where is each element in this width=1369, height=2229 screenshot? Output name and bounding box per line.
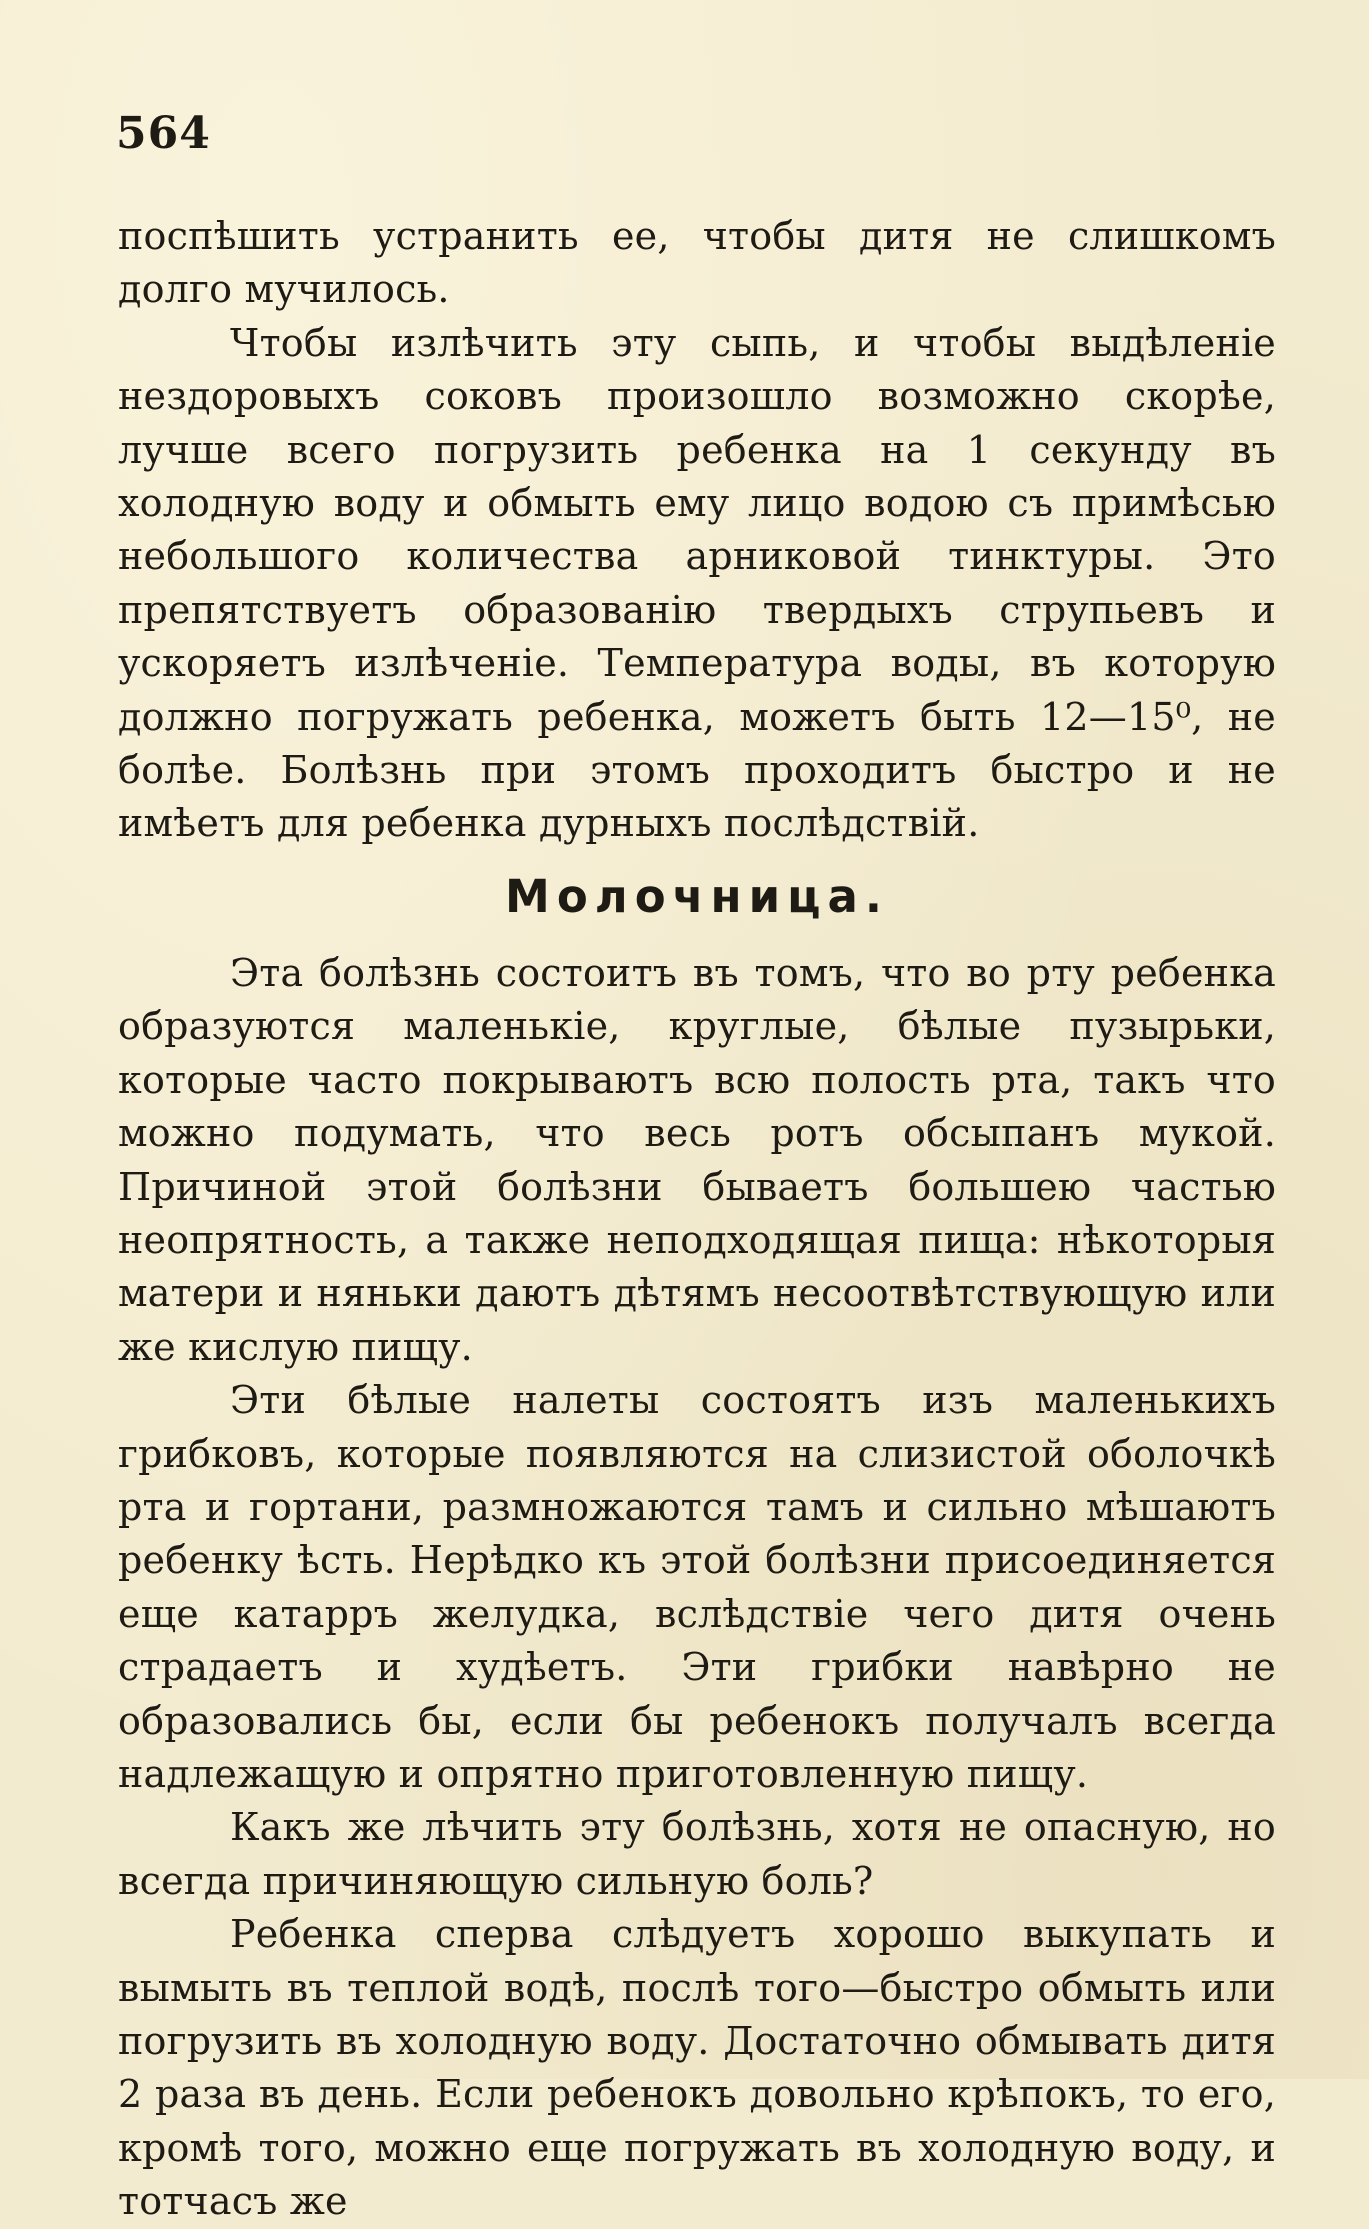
paragraph-treatment: Ребенка сперва слѣдуетъ хорошо выкупать и вымыть въ теплой водѣ, послѣ того—быстро обмыть или погрузить въ холодную воду. Достаточно обмывать дитя 2 раза въ день. Если ребенокъ довольно крѣпокъ, то его, кромѣ того, можно еще погружать въ холодную воду, и тотчасъ же <box>118 1912 1276 2224</box>
paragraph-disease-description: Эта болѣзнь состоитъ въ томъ, что во рту ребенка образуются маленькіе, круглые, бѣлые пузырьки, которые часто покрываютъ всю полость рта, такъ что можно подумать, что весь ротъ обсыпанъ мукой. Причиной этой болѣзни бываетъ большею частью неопрятность, а также неподходящая пища: нѣкоторыя матери и няньки даютъ дѣтямъ несоотвѣтствующую или же кислую пищу. <box>118 950 1276 1369</box>
section-heading: Молочница. <box>505 869 889 923</box>
paragraph-rash-treatment: Чтобы излѣчить эту сыпь, и чтобы выдѣленіе нездоровыхъ соковъ произошло возможно скорѣе, лучше всего погрузить ребенка на 1 секунду въ холодную воду и обмыть ему лицо водою съ примѣсью небольшого количества арниковой тинктуры. Это препятствуетъ образованію твердыхъ струпьевъ и ускоряетъ излѣченіе. Температура воды, въ которую должно погружать ребенка, можетъ быть 12—15⁰, не болѣе. Болѣзнь при этомъ проходитъ быстро и не имѣетъ для ребенка дурныхъ послѣдствій. <box>118 320 1276 846</box>
page-number: 564 <box>116 108 211 159</box>
paragraph-continuation: поспѣшить устранить ее, чтобы дитя не слишкомъ долго мучилось. <box>118 214 1276 312</box>
page-body <box>118 210 1276 2229</box>
paragraph-fungi: Эти бѣлые налеты состоятъ изъ маленькихъ грибковъ, которые появляются на слизистой оболочкѣ рта и гортани, размножаются тамъ и сильно мѣшаютъ ребенку ѣсть. Нерѣдко къ этой болѣзни присоединяется еще катарръ желудка, вслѣдствіе чего дитя очень страдаетъ и худѣетъ. Эти грибки навѣрно не образовались бы, если бы ребенокъ получалъ всегда надлежащую и опрятно приготовленную пищу. <box>118 1378 1276 1796</box>
paragraph-question: Какъ же лѣчить эту болѣзнь, хотя не опасную, но всегда причиняющую сильную боль? <box>118 1805 1276 1903</box>
